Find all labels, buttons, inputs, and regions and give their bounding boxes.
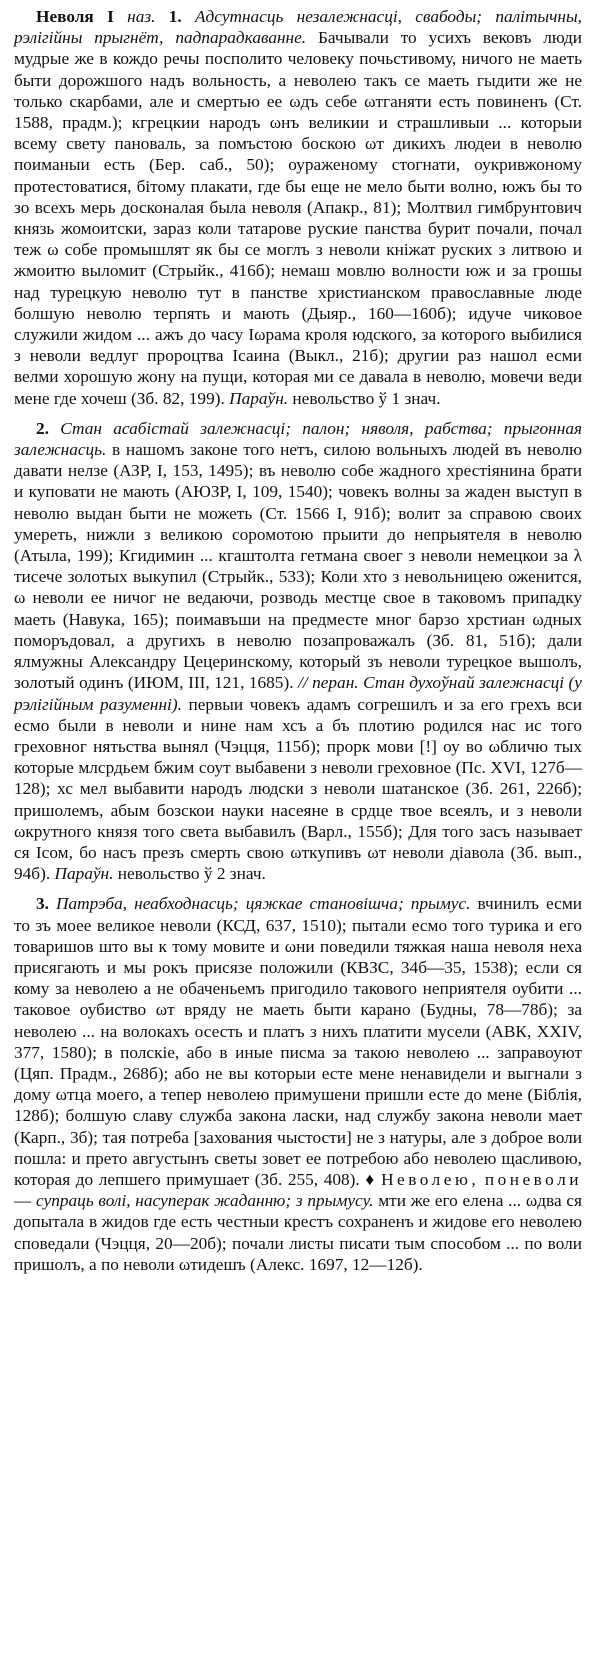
phrase-dash: — (14, 1191, 32, 1211)
sense-number: 1. (168, 7, 182, 26)
part-of-speech: наз. (127, 7, 156, 26)
sense-citations: в нашомъ законе того нетъ, силою вольныхъ людей въ неволю давати нелзе (АЗР, I, 153, 1495); въ неволю собе жадного хрестіянина брати и куповати не мають (АЮЗР, I, 109, 1540); човекъ волны за жаден выступ в неволю выдан быти не можеть (Ст. 1566 I, 91б); волит за справою своих умереть, нижли з великою соромотою прыити до непрыятеля в неволю (Атыла, 199); Кгидимин ... кгаштолта гетмана своег з неволи немецкои за λ тисече золотых выкупил (Стрыйк., 533); Коли хто з невольницею оженится, ω неволи ее ничог не ведаючи, розводь местце свое в таковомъ припадку маеть (Навука, 165); поимавъши на предместе мног барзо хрстиан ωдных поморъдовал, а другихъ в неволю позапроважалъ (Зб. 81, 51б); дали ялмужны Александру Цецеринскому, который зъ неволи турецкое вышолъ, золотый одинъ (ИЮМ, III, 121, 1685). (14, 440, 582, 693)
sense-citations: Бачывали то усихъ вековъ люди мудрые же в кождо речы посполито человеку почьстивому, ничого не маеть быти дорожшого надъ вольность, а неволею такъ се маеть гыдити же не только скарбами, але и смертью ее ωдъ себе ωтганяти есть повиненъ (Ст. 1588, прадм.); кгрецкии народъ ωнъ великии и страшливыи ... которыи всему свету пановаль, за помъстою боскою ωт дикихъ людеи в неволю поиманыи есть (Бер. саб., 50); оураженому стогнати, оукривжоному протестоватися, бітому плакати, где бы еще не мело быти волно, южъ бы то зо всехъ мерь досконалая была неволя (Апакр., 81); Молтвил гимбрунтович князь жомоитски, зараз коли татарове руские панства бурит почали, почал теж ω собе промышлят як бы се моглъ з неволи кнiжат руских з литвою и жмоитю выломит (Стрыйк., 416б); немаш мовлю волности юж и за грошы над турецкую неволю тут в панстве христианском православные люде болшую неволю терпять и мають (Дыяр., 160—160б); идуче чиковое служили жидом ... ажъ до часу Ιωрама кроля юдского, за которого выбилися з неволи ведлуг пророцтва Ісаина (Выкл., 21б); другии раз нашол есми велми хорошую жону на пущи, которая ми се давала в неволю, мовечи веди мене где хочеш (Зб. 82, 199). (14, 28, 582, 408)
sense-number: 2. (36, 418, 49, 438)
phrase-citations: мти же его елена ... ωдва ся допытала в жидов гдe есть честныи крестъ сохраненъ и жидове его неволею споведали (Чэцця, 20—20б); почали листы писати тым способом ... по воли пришолъ, а по неволи ωтидешъ (Алекс. 1697, 12—12б). (14, 1191, 582, 1274)
synonym-label: Параўн. (229, 388, 289, 408)
sense-2 (14, 418, 582, 884)
phrase-headword-2: поневоли (484, 1169, 582, 1189)
sense-definition: Стан асабістай залежнасці; палон; няволя, рабства; прыгонная залежнасць. (14, 418, 582, 460)
phrase-definition: супраць волі, насуперак жаданню; з прымусу. (36, 1191, 374, 1211)
figurative-marker: // перан. (298, 673, 359, 693)
figurative-citations: первыи човекъ адамъ согрешилъ и за его грехъ вси есмо были в неволи и нине нам хсъ а бъ плотию родился нас ис того греховног нятьства вынял (Чэцця, 115б); прорк мови [!] оу во ωбличю тых которые млсрдьем бжим соут выбавени з неволи греховное (Пс. XVI, 127б—128); хс мел выбавити народъ людски з неволи шатанское (Зб. 261, 226б); пришолемъ, абым бозскои науки насеяне в срдце твое всеялъ, и з неволи ωкрутного князя того света выбавилъ (Варл., 155б); Для того засъ называет ся Ісом, бо насъ презъ смерть свою ωткупивъ ωт неволи діавола (Зб. вып., 94б). (14, 694, 582, 884)
synonym-label: Параўн. (54, 864, 114, 884)
sense-1 (14, 6, 582, 409)
phrase-marker: ♦ (365, 1169, 376, 1189)
headword: Неволя (36, 7, 94, 26)
sense-3 (14, 893, 582, 1275)
sense-definition: Патрэба, неабходнасць; цяжкае становішча; прымус. (56, 894, 471, 914)
synonym-reference: невольство ў 2 знач. (117, 864, 266, 884)
sense-number: 3. (36, 894, 49, 914)
homonym-number: I (107, 7, 114, 26)
synonym-reference: невольство ў 1 знач. (292, 388, 441, 408)
phrase-headword-1: Неволею, (381, 1169, 480, 1189)
figurative-definition: Стан духоўнай залежнасці (у рэлігійным разуменні). (14, 673, 582, 714)
sense-definition: Адсутнасць незалежнасці, свабоды; палітычны, рэлігійны прыгнёт, падпарадкаванне. (14, 7, 582, 48)
sense-citations: вчинилъ есми то зъ моее великое неволи (КСД, 637, 1510); пытали есмо того турика и его товаришов што вы к тому мовите и ωни поведили тяжкая наша неволя неха присягають и мы рокъ присязе положили (КВЗС, 34б—35, 1538); если ся кому за неволею а не обаченьемъ пригодило такового неприятеля оубити ... таковое оубиство ωт вряду не маеть быти карано (Будны, 78—78б); за неволею ... на волокахъ осесть и платъ з нихъ платити мусели (АВК, XXIV, 377, 1580); в полскіе, або в иные писма за такою неволею ... заправоуют (Цяп. Прадм., 268б); або не вы которыи есте мене ненавидели и выгнали з дому ωтца моего, а тепер неволею примушени пришли есте до мене (Біблія, 128б); болшую славу служба закона ласки, над службу закона неволи мает (Карп., 3б); тая потреба [захования чыстости] не з натуры, але з доброе воли пошла: и прето августынъ светы зовет ее потребою або неволею щасливою, которая до лепшего примушает (Зб. 255, 408). (14, 894, 583, 1189)
